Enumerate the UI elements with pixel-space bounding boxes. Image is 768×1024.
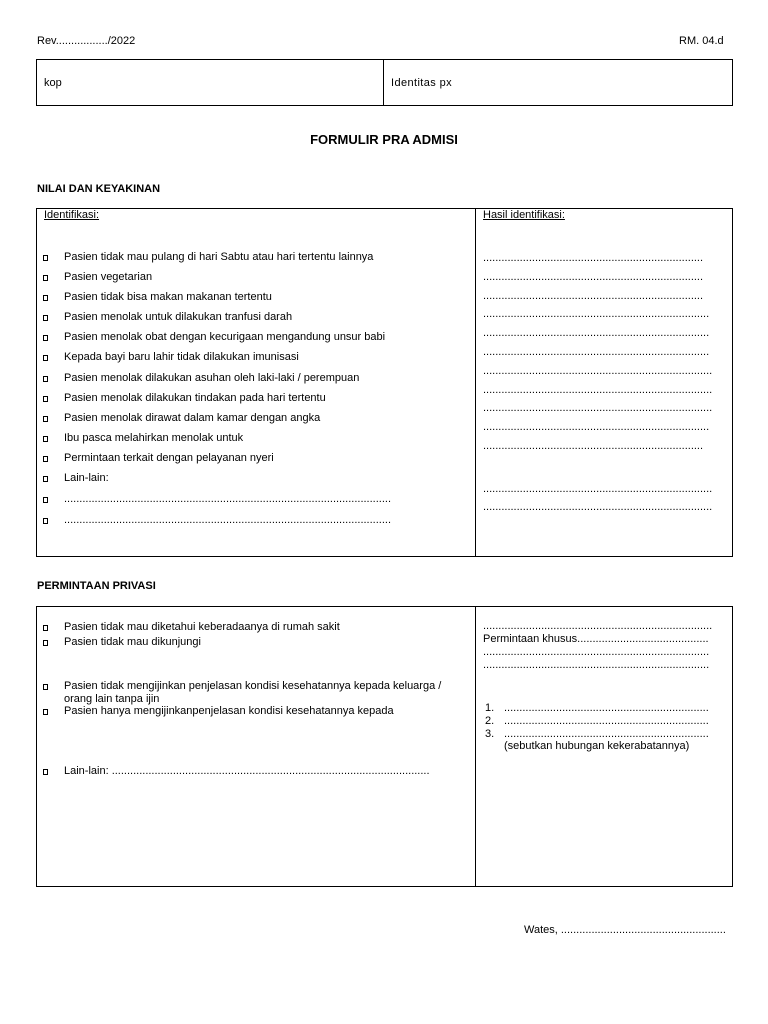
hasil-line[interactable]: ..........................................................................: [483, 308, 710, 320]
identitas-cell: Identitas px: [391, 77, 453, 89]
checkbox[interactable]: [43, 355, 48, 361]
checkbox[interactable]: [43, 518, 48, 524]
privasi-item: Lain-lain: ........................................................................................................: [64, 765, 430, 777]
checkbox[interactable]: [43, 709, 48, 715]
lain-lain-line: ...........................................................................................................: [64, 493, 392, 505]
privasi-right-line[interactable]: ...........................................................................: [483, 620, 713, 632]
privasi-table-divider: [475, 606, 476, 887]
numbered-line[interactable]: ...................................................................: [504, 728, 709, 740]
checkbox[interactable]: [43, 684, 48, 690]
hasil-line[interactable]: ........................................................................: [483, 440, 704, 452]
page-title: FORMULIR PRA ADMISI: [310, 132, 458, 147]
nilai-table-divider: [475, 208, 476, 557]
nilai-item: Ibu pasca melahirkan menolak untuk: [64, 432, 244, 444]
privasi-right-line[interactable]: ..........................................................................: [483, 646, 710, 658]
numbered-line[interactable]: ...................................................................: [504, 715, 709, 727]
hasil-line[interactable]: ..........................................................................: [483, 327, 710, 339]
number-label: 3.: [485, 728, 495, 740]
wates-signature-line[interactable]: Wates, ......................................................: [524, 924, 726, 936]
checkbox[interactable]: [43, 416, 48, 422]
numbered-line[interactable]: ...................................................................: [504, 702, 709, 714]
kop-cell: kop: [44, 77, 62, 89]
hasil-identifikasi-label: Hasil identifikasi:: [483, 209, 565, 221]
checkbox[interactable]: [43, 255, 48, 261]
lain-lain-line: ...........................................................................................................: [64, 514, 392, 526]
hasil-line[interactable]: ........................................................................: [483, 271, 704, 283]
hasil-line[interactable]: ...........................................................................: [483, 384, 713, 396]
nilai-item: Pasien tidak mau pulang di hari Sabtu atau hari tertentu lainnya: [64, 251, 374, 263]
privasi-item: Pasien tidak mengijinkan penjelasan kondisi kesehatannya kepada keluarga /: [64, 680, 442, 692]
number-label: 1.: [485, 702, 495, 714]
checkbox[interactable]: [43, 335, 48, 341]
privasi-item: Pasien tidak mau diketahui keberadaanya di rumah sakit: [64, 621, 340, 633]
checkbox[interactable]: [43, 476, 48, 482]
checkbox[interactable]: [43, 497, 48, 503]
nilai-item: Permintaan terkait dengan pelayanan nyeri: [64, 452, 274, 464]
number-label: 2.: [485, 715, 495, 727]
section-heading-nilai: NILAI DAN KEYAKINAN: [37, 183, 161, 195]
nilai-item: Pasien menolak dirawat dalam kamar dengan angka: [64, 412, 321, 424]
identifikasi-label: Identifikasi:: [44, 209, 100, 221]
nilai-item: Pasien vegetarian: [64, 271, 153, 283]
nilai-item: Pasien menolak untuk dilakukan tranfusi darah: [64, 311, 293, 323]
header-table: [36, 59, 733, 106]
privasi-right-line[interactable]: ..........................................................................: [483, 659, 710, 671]
nilai-item: Pasien tidak bisa makan makanan tertentu: [64, 291, 272, 303]
privasi-item-text-cont: orang lain tanpa ijin: [64, 693, 160, 705]
section-heading-privasi: PERMINTAAN PRIVASI: [37, 580, 156, 592]
checkbox[interactable]: [43, 456, 48, 462]
hasil-line[interactable]: ..........................................................................: [483, 346, 710, 358]
kekerabatan-note: (sebutkan hubungan kekerabatannya): [504, 740, 690, 752]
hasil-line[interactable]: ...........................................................................: [483, 365, 713, 377]
checkbox[interactable]: [43, 315, 48, 321]
hasil-line[interactable]: ...........................................................................: [483, 483, 713, 495]
hasil-line[interactable]: ...........................................................................: [483, 402, 713, 414]
permintaan-khusus-field[interactable]: Permintaan khusus...........................................: [483, 633, 709, 645]
nilai-item: Pasien menolak dilakukan asuhan oleh laki-laki / perempuan: [64, 372, 360, 384]
checkbox[interactable]: [43, 275, 48, 281]
hasil-line[interactable]: ........................................................................: [483, 252, 704, 264]
checkbox[interactable]: [43, 295, 48, 301]
form-code: RM. 04.d: [679, 35, 724, 47]
privasi-item: Pasien tidak mau dikunjungi: [64, 636, 201, 648]
checkbox[interactable]: [43, 625, 48, 631]
nilai-item: Lain-lain:: [64, 472, 109, 484]
nilai-item: Kepada bayi baru lahir tidak dilakukan imunisasi: [64, 351, 299, 363]
checkbox[interactable]: [43, 769, 48, 775]
header-table-divider: [383, 59, 384, 106]
checkbox[interactable]: [43, 376, 48, 382]
nilai-item: Pasien menolak obat dengan kecurigaan mengandung unsur babi: [64, 331, 386, 343]
checkbox[interactable]: [43, 640, 48, 646]
revision-label: Rev................./2022: [37, 35, 136, 47]
hasil-line[interactable]: ..........................................................................: [483, 421, 710, 433]
nilai-item: Pasien menolak dilakukan tindakan pada hari tertentu: [64, 392, 326, 404]
checkbox[interactable]: [43, 436, 48, 442]
hasil-line[interactable]: ........................................................................: [483, 290, 704, 302]
privasi-item: Pasien hanya mengijinkanpenjelasan kondisi kesehatannya kepada: [64, 705, 394, 717]
checkbox[interactable]: [43, 396, 48, 402]
hasil-line[interactable]: ...........................................................................: [483, 501, 713, 513]
